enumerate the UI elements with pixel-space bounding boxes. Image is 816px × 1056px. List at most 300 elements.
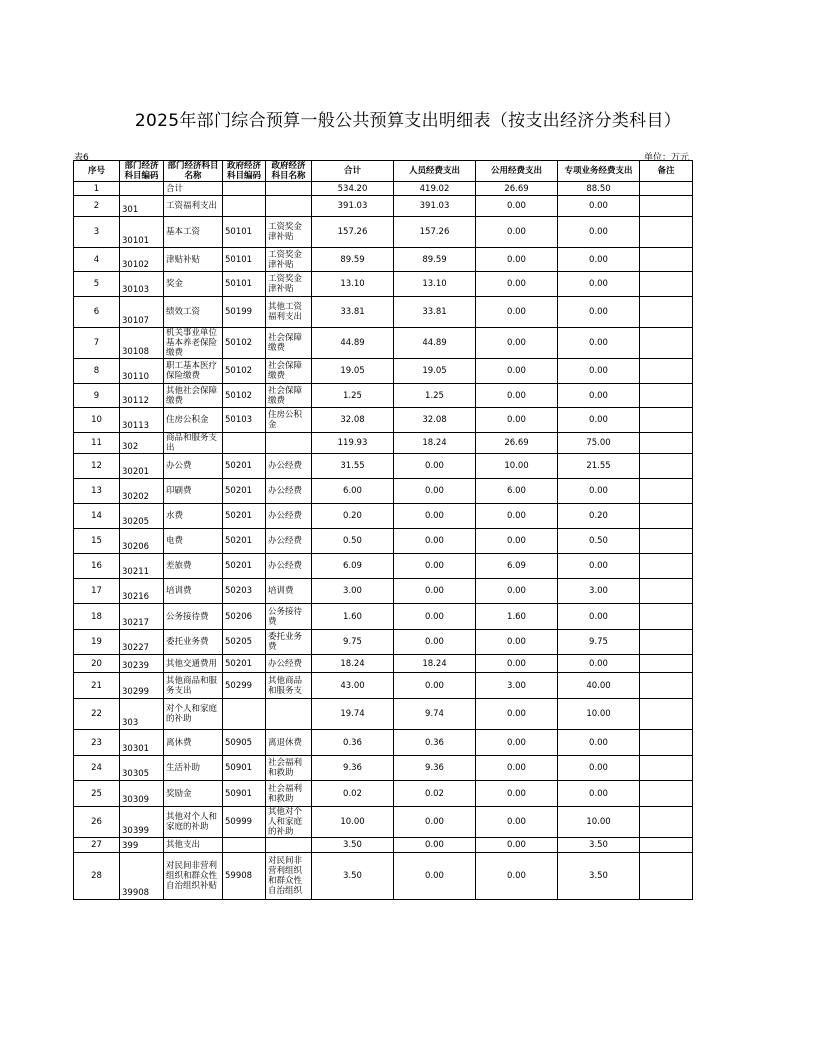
cell-no: 9	[74, 384, 120, 408]
cell-special: 0.20	[558, 504, 640, 529]
cell-gov-code: 50102	[223, 384, 266, 408]
cell-no: 5	[74, 272, 120, 297]
table-row	[74, 196, 693, 217]
cell-dept-name: 公务接待费	[164, 604, 223, 630]
cell-dept-code: 30217	[120, 604, 164, 630]
cell-dept-code: 30399	[120, 807, 164, 838]
cell-dept-name: 绩效工资	[164, 297, 223, 328]
cell-personnel: 157.26	[394, 217, 476, 248]
cell-note	[640, 479, 693, 504]
table-row	[74, 297, 693, 328]
table-row	[74, 248, 693, 272]
cell-public: 0.00	[476, 781, 558, 807]
cell-dept-code: 302	[120, 433, 164, 454]
cell-public: 0.00	[476, 579, 558, 604]
cell-public: 0.00	[476, 838, 558, 853]
cell-public: 0.00	[476, 756, 558, 781]
cell-gov-name: 社会保障缴费	[266, 359, 312, 384]
cell-gov-code: 50201	[223, 554, 266, 579]
table-row	[74, 781, 693, 807]
table-row	[74, 504, 693, 529]
cell-dept-name: 住房公积金	[164, 408, 223, 433]
cell-special: 88.50	[558, 182, 640, 196]
cell-personnel: 0.02	[394, 781, 476, 807]
cell-no: 23	[74, 730, 120, 756]
cell-dept-code: 30108	[120, 328, 164, 359]
cell-note	[640, 630, 693, 655]
cell-personnel: 0.00	[394, 454, 476, 479]
cell-no: 20	[74, 655, 120, 673]
cell-note	[640, 297, 693, 328]
cell-dept-code: 30102	[120, 248, 164, 272]
cell-dept-code: 30205	[120, 504, 164, 529]
cell-total: 0.50	[312, 529, 394, 554]
cell-total: 119.93	[312, 433, 394, 454]
cell-personnel: 13.10	[394, 272, 476, 297]
cell-public: 0.00	[476, 272, 558, 297]
cell-personnel: 0.00	[394, 630, 476, 655]
cell-special: 9.75	[558, 630, 640, 655]
table-row	[74, 807, 693, 838]
cell-personnel: 0.00	[394, 604, 476, 630]
cell-gov-code: 50299	[223, 673, 266, 699]
cell-no: 18	[74, 604, 120, 630]
cell-public: 0.00	[476, 504, 558, 529]
cell-dept-name: 商品和服务支出	[164, 433, 223, 454]
cell-public: 0.00	[476, 529, 558, 554]
cell-gov-code: 50103	[223, 408, 266, 433]
cell-note	[640, 853, 693, 900]
cell-total: 43.00	[312, 673, 394, 699]
cell-note	[640, 838, 693, 853]
cell-dept-code: 30227	[120, 630, 164, 655]
cell-public: 0.00	[476, 359, 558, 384]
cell-public: 0.00	[476, 248, 558, 272]
cell-public: 10.00	[476, 454, 558, 479]
cell-personnel: 44.89	[394, 328, 476, 359]
cell-dept-name: 差旅费	[164, 554, 223, 579]
cell-public: 26.69	[476, 182, 558, 196]
cell-dept-name: 其他社会保障缴费	[164, 384, 223, 408]
cell-gov-code: 50101	[223, 272, 266, 297]
cell-total: 19.05	[312, 359, 394, 384]
table-row	[74, 359, 693, 384]
cell-total: 3.50	[312, 853, 394, 900]
cell-personnel: 1.25	[394, 384, 476, 408]
cell-no: 12	[74, 454, 120, 479]
cell-note	[640, 433, 693, 454]
table-row	[74, 479, 693, 504]
cell-gov-name: 社会福利和救助	[266, 781, 312, 807]
cell-no: 6	[74, 297, 120, 328]
cell-dept-name: 合计	[164, 182, 223, 196]
cell-gov-name: 办公经费	[266, 554, 312, 579]
cell-special: 0.00	[558, 730, 640, 756]
cell-gov-name: 办公经费	[266, 454, 312, 479]
cell-note	[640, 248, 693, 272]
cell-gov-code: 50901	[223, 756, 266, 781]
unit-label: 单位：万元	[644, 153, 690, 163]
cell-public: 0.00	[476, 384, 558, 408]
cell-note	[640, 730, 693, 756]
cell-no: 16	[74, 554, 120, 579]
cell-personnel: 0.00	[394, 529, 476, 554]
cell-gov-name: 对民间非营利组织和群众性自治组织	[266, 853, 312, 900]
cell-dept-code: 30103	[120, 272, 164, 297]
cell-special: 0.00	[558, 479, 640, 504]
cell-total: 31.55	[312, 454, 394, 479]
cell-note	[640, 272, 693, 297]
cell-personnel: 33.81	[394, 297, 476, 328]
cell-no: 15	[74, 529, 120, 554]
cell-gov-code	[223, 838, 266, 853]
header-cell: 合计	[312, 161, 394, 182]
cell-no: 27	[74, 838, 120, 853]
cell-total: 13.10	[312, 272, 394, 297]
cell-total: 1.25	[312, 384, 394, 408]
cell-public: 6.00	[476, 479, 558, 504]
cell-total: 89.59	[312, 248, 394, 272]
cell-dept-name: 对民间非营利组织和群众性自治组织补贴	[164, 853, 223, 900]
cell-personnel: 9.74	[394, 699, 476, 730]
cell-gov-name	[266, 182, 312, 196]
cell-special: 0.50	[558, 529, 640, 554]
cell-personnel: 0.00	[394, 807, 476, 838]
cell-note	[640, 359, 693, 384]
cell-personnel: 419.02	[394, 182, 476, 196]
cell-note	[640, 579, 693, 604]
cell-public: 26.69	[476, 433, 558, 454]
cell-total: 0.20	[312, 504, 394, 529]
cell-no: 28	[74, 853, 120, 900]
cell-gov-code: 50201	[223, 454, 266, 479]
header-row	[74, 161, 693, 182]
table-row	[74, 630, 693, 655]
cell-note	[640, 182, 693, 196]
cell-gov-code: 50102	[223, 359, 266, 384]
cell-total: 1.60	[312, 604, 394, 630]
table-row	[74, 529, 693, 554]
header-cell: 序号	[74, 161, 120, 182]
cell-dept-code: 30113	[120, 408, 164, 433]
table-row	[74, 328, 693, 359]
cell-dept-code: 30112	[120, 384, 164, 408]
cell-special: 10.00	[558, 807, 640, 838]
header-cell: 政府经济科目编码	[223, 161, 266, 182]
cell-dept-code: 30301	[120, 730, 164, 756]
table-row	[74, 673, 693, 699]
cell-special: 0.00	[558, 756, 640, 781]
cell-total: 6.09	[312, 554, 394, 579]
cell-dept-name: 对个人和家庭的补助	[164, 699, 223, 730]
header-cell: 人员经费支出	[394, 161, 476, 182]
cell-public: 3.00	[476, 673, 558, 699]
cell-gov-name: 办公经费	[266, 655, 312, 673]
cell-public: 0.00	[476, 328, 558, 359]
cell-total: 534.20	[312, 182, 394, 196]
cell-no: 8	[74, 359, 120, 384]
cell-no: 17	[74, 579, 120, 604]
cell-total: 9.36	[312, 756, 394, 781]
cell-gov-name: 办公经费	[266, 504, 312, 529]
cell-public: 0.00	[476, 196, 558, 217]
cell-dept-code: 39908	[120, 853, 164, 900]
cell-gov-code: 50205	[223, 630, 266, 655]
cell-special: 0.00	[558, 359, 640, 384]
cell-total: 10.00	[312, 807, 394, 838]
cell-personnel: 0.00	[394, 504, 476, 529]
cell-no: 11	[74, 433, 120, 454]
cell-dept-name: 工资福利支出	[164, 196, 223, 217]
cell-note	[640, 217, 693, 248]
cell-gov-code	[223, 433, 266, 454]
cell-dept-name: 培训费	[164, 579, 223, 604]
cell-total: 0.02	[312, 781, 394, 807]
cell-personnel: 391.03	[394, 196, 476, 217]
cell-dept-name: 电费	[164, 529, 223, 554]
cell-personnel: 9.36	[394, 756, 476, 781]
cell-dept-name: 奖金	[164, 272, 223, 297]
table-row	[74, 699, 693, 730]
cell-note	[640, 756, 693, 781]
cell-special: 3.50	[558, 853, 640, 900]
cell-gov-code	[223, 182, 266, 196]
cell-personnel: 0.00	[394, 853, 476, 900]
cell-dept-name: 职工基本医疗保险缴费	[164, 359, 223, 384]
cell-special: 10.00	[558, 699, 640, 730]
cell-special: 21.55	[558, 454, 640, 479]
cell-personnel: 0.00	[394, 838, 476, 853]
cell-gov-name: 办公经费	[266, 529, 312, 554]
cell-special: 0.00	[558, 328, 640, 359]
cell-gov-name: 公务接待费	[266, 604, 312, 630]
cell-no: 13	[74, 479, 120, 504]
cell-gov-code: 50102	[223, 328, 266, 359]
cell-no: 4	[74, 248, 120, 272]
cell-special: 0.00	[558, 217, 640, 248]
cell-dept-code: 30202	[120, 479, 164, 504]
cell-dept-code: 30211	[120, 554, 164, 579]
cell-gov-name: 培训费	[266, 579, 312, 604]
cell-special: 75.00	[558, 433, 640, 454]
table-row	[74, 579, 693, 604]
cell-no: 19	[74, 630, 120, 655]
cell-special: 0.00	[558, 604, 640, 630]
cell-personnel: 0.00	[394, 673, 476, 699]
cell-total: 44.89	[312, 328, 394, 359]
cell-dept-name: 办公费	[164, 454, 223, 479]
cell-gov-name: 工资奖金津补贴	[266, 248, 312, 272]
cell-dept-code: 399	[120, 838, 164, 853]
cell-gov-name: 其他工资福利支出	[266, 297, 312, 328]
cell-no: 25	[74, 781, 120, 807]
cell-public: 0.00	[476, 730, 558, 756]
cell-public: 1.60	[476, 604, 558, 630]
cell-no: 22	[74, 699, 120, 730]
cell-dept-name: 其他交通费用	[164, 655, 223, 673]
cell-note	[640, 328, 693, 359]
cell-gov-name	[266, 838, 312, 853]
cell-special: 0.00	[558, 272, 640, 297]
cell-personnel: 0.00	[394, 554, 476, 579]
cell-personnel: 18.24	[394, 433, 476, 454]
cell-public: 6.09	[476, 554, 558, 579]
cell-dept-name: 印刷费	[164, 479, 223, 504]
cell-gov-code: 50999	[223, 807, 266, 838]
cell-total: 19.74	[312, 699, 394, 730]
cell-special: 40.00	[558, 673, 640, 699]
cell-special: 3.00	[558, 579, 640, 604]
cell-special: 0.00	[558, 248, 640, 272]
cell-note	[640, 408, 693, 433]
cell-personnel: 19.05	[394, 359, 476, 384]
cell-public: 0.00	[476, 630, 558, 655]
table-row	[74, 384, 693, 408]
table-body	[74, 182, 693, 900]
cell-dept-code: 30239	[120, 655, 164, 673]
cell-dept-code: 30206	[120, 529, 164, 554]
cell-dept-name: 其他商品和服务支出	[164, 673, 223, 699]
cell-note	[640, 384, 693, 408]
cell-gov-name	[266, 699, 312, 730]
cell-dept-name: 机关事业单位基本养老保险缴费	[164, 328, 223, 359]
table-row	[74, 838, 693, 853]
cell-note	[640, 673, 693, 699]
cell-dept-name: 水费	[164, 504, 223, 529]
cell-total: 157.26	[312, 217, 394, 248]
table-row	[74, 554, 693, 579]
cell-no: 7	[74, 328, 120, 359]
cell-special: 0.00	[558, 408, 640, 433]
cell-gov-name: 住房公积金	[266, 408, 312, 433]
header-cell: 部门经济科目编码	[120, 161, 164, 182]
cell-gov-name: 社会保障缴费	[266, 384, 312, 408]
cell-dept-code: 30305	[120, 756, 164, 781]
header-cell: 备注	[640, 161, 693, 182]
header-cell: 专项业务经费支出	[558, 161, 640, 182]
table-row	[74, 433, 693, 454]
cell-dept-code: 30107	[120, 297, 164, 328]
cell-special: 0.00	[558, 196, 640, 217]
cell-special: 0.00	[558, 781, 640, 807]
cell-total: 32.08	[312, 408, 394, 433]
cell-dept-name: 离休费	[164, 730, 223, 756]
cell-dept-name: 津贴补贴	[164, 248, 223, 272]
cell-gov-code: 50199	[223, 297, 266, 328]
cell-gov-name	[266, 433, 312, 454]
cell-note	[640, 604, 693, 630]
cell-no: 10	[74, 408, 120, 433]
cell-no: 21	[74, 673, 120, 699]
cell-dept-code: 30309	[120, 781, 164, 807]
cell-gov-name: 工资奖金津补贴	[266, 272, 312, 297]
cell-no: 1	[74, 182, 120, 196]
table-row	[74, 756, 693, 781]
cell-gov-name: 社会保障缴费	[266, 328, 312, 359]
cell-gov-name: 其他对个人和家庭的补助	[266, 807, 312, 838]
cell-note	[640, 807, 693, 838]
cell-dept-name: 奖励金	[164, 781, 223, 807]
table-row	[74, 853, 693, 900]
cell-dept-name: 其他对个人和家庭的补助	[164, 807, 223, 838]
page-title: 2025年部门综合预算一般公共预算支出明细表（按支出经济分类科目）	[134, 111, 682, 131]
cell-gov-code: 50206	[223, 604, 266, 630]
table-row	[74, 408, 693, 433]
cell-personnel: 0.00	[394, 579, 476, 604]
cell-dept-name: 基本工资	[164, 217, 223, 248]
cell-gov-name: 委托业务费	[266, 630, 312, 655]
cell-gov-code: 50905	[223, 730, 266, 756]
cell-dept-code: 30216	[120, 579, 164, 604]
cell-personnel: 0.00	[394, 479, 476, 504]
cell-note	[640, 504, 693, 529]
cell-dept-name: 其他支出	[164, 838, 223, 853]
cell-gov-code: 50201	[223, 655, 266, 673]
cell-gov-code	[223, 699, 266, 730]
cell-public: 0.00	[476, 699, 558, 730]
cell-personnel: 32.08	[394, 408, 476, 433]
cell-no: 24	[74, 756, 120, 781]
cell-gov-code: 50201	[223, 529, 266, 554]
cell-special: 0.00	[558, 554, 640, 579]
cell-gov-name: 其他商品和服务支	[266, 673, 312, 699]
table-row	[74, 217, 693, 248]
cell-gov-code: 50901	[223, 781, 266, 807]
cell-total: 3.50	[312, 838, 394, 853]
cell-no: 26	[74, 807, 120, 838]
cell-special: 0.00	[558, 384, 640, 408]
cell-special: 3.50	[558, 838, 640, 853]
cell-no: 2	[74, 196, 120, 217]
cell-dept-code: 301	[120, 196, 164, 217]
cell-dept-code: 303	[120, 699, 164, 730]
cell-total: 9.75	[312, 630, 394, 655]
cell-gov-code: 59908	[223, 853, 266, 900]
cell-no: 14	[74, 504, 120, 529]
cell-special: 0.00	[558, 655, 640, 673]
cell-dept-code: 30201	[120, 454, 164, 479]
cell-personnel: 89.59	[394, 248, 476, 272]
table-row	[74, 655, 693, 673]
cell-public: 0.00	[476, 217, 558, 248]
cell-dept-name: 生活补助	[164, 756, 223, 781]
cell-public: 0.00	[476, 853, 558, 900]
cell-note	[640, 699, 693, 730]
cell-public: 0.00	[476, 807, 558, 838]
cell-note	[640, 655, 693, 673]
cell-dept-code	[120, 182, 164, 196]
header-cell: 政府经济科目名称	[266, 161, 312, 182]
cell-gov-code: 50201	[223, 479, 266, 504]
table-row	[74, 604, 693, 630]
cell-gov-code: 50201	[223, 504, 266, 529]
cell-total: 0.36	[312, 730, 394, 756]
cell-public: 0.00	[476, 655, 558, 673]
cell-gov-name	[266, 196, 312, 217]
table-row	[74, 182, 693, 196]
cell-gov-name: 社会福利和救助	[266, 756, 312, 781]
cell-gov-name: 办公经费	[266, 479, 312, 504]
cell-public: 0.00	[476, 408, 558, 433]
cell-personnel: 18.24	[394, 655, 476, 673]
cell-no: 3	[74, 217, 120, 248]
header-cell: 部门经济科目名称	[164, 161, 223, 182]
cell-gov-code: 50203	[223, 579, 266, 604]
budget-table	[73, 160, 693, 900]
cell-dept-code: 30110	[120, 359, 164, 384]
cell-total: 18.24	[312, 655, 394, 673]
cell-total: 391.03	[312, 196, 394, 217]
